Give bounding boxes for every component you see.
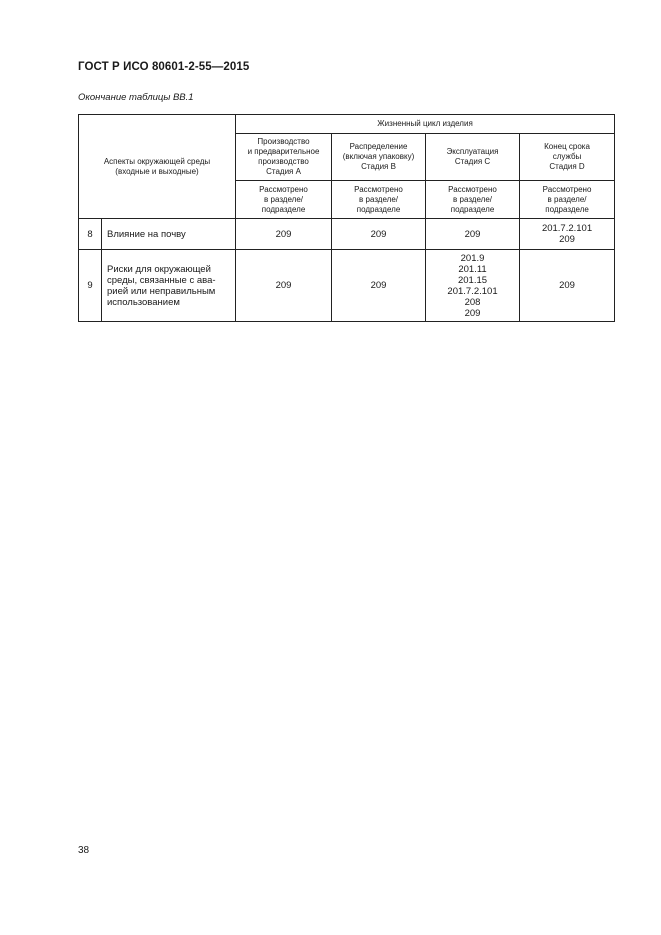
- aspect-cell: [102, 219, 236, 250]
- considered-line: Рассмотрено: [542, 184, 592, 194]
- considered-line: Рассмотрено: [259, 184, 308, 194]
- aspect-cell: [102, 250, 236, 322]
- table-row: [79, 250, 615, 322]
- row-number: 9: [79, 250, 102, 322]
- value-line: 209: [559, 280, 575, 291]
- table-caption: Окончание таблицы ВВ.1: [78, 92, 194, 103]
- document-header: ГОСТ Р ИСО 80601-2-55—2015: [78, 61, 250, 73]
- value-line: 209: [464, 228, 481, 240]
- considered-line: в разделе/: [547, 194, 587, 204]
- stage-a-value: [236, 250, 332, 322]
- stage-line: службы: [552, 152, 582, 161]
- stage-line: Стадия D: [549, 162, 585, 171]
- stage-d-header: [520, 134, 615, 181]
- aspects-header-line: (входные и выходные): [115, 166, 199, 176]
- considered-line: в разделе/: [453, 194, 492, 204]
- considered-line: в разделе/: [359, 194, 398, 204]
- stage-d-value: [520, 250, 615, 322]
- stage-a-value: [236, 219, 332, 250]
- stage-c-header: [426, 134, 520, 181]
- value-line: 209: [370, 280, 387, 291]
- stage-line: Производство: [257, 137, 310, 146]
- value-line: 209: [464, 307, 481, 319]
- considered-line: Рассмотрено: [354, 184, 403, 194]
- stage-line: Стадия А: [266, 167, 301, 176]
- stage-c-value: [426, 250, 520, 322]
- stage-d-value: [520, 219, 615, 250]
- stage-c-value: [426, 219, 520, 250]
- aspects-header-cell: [79, 115, 236, 219]
- row-number: 8: [79, 219, 102, 250]
- value-line: 201.9: [460, 252, 485, 264]
- value-line: 201.11: [458, 263, 487, 275]
- considered-line: Рассмотрено: [448, 184, 497, 194]
- considered-line: подразделе: [545, 204, 589, 214]
- aspects-header-line: Аспекты окружающей среды: [103, 156, 211, 166]
- stage-line: Стадия В: [361, 162, 396, 171]
- considered-header: [426, 181, 520, 219]
- value-line: 209: [275, 280, 292, 291]
- considered-header: [236, 181, 332, 219]
- stage-line: и предварительное: [247, 147, 320, 156]
- stage-b-value: [332, 219, 426, 250]
- aspect-line: рией или неправильным: [107, 285, 216, 297]
- lifecycle-table: [78, 114, 615, 322]
- value-line: 201.15: [457, 274, 488, 286]
- stage-line: Распределение: [349, 142, 408, 151]
- table-row: [79, 219, 615, 250]
- considered-line: подразделе: [450, 204, 495, 214]
- considered-line: в разделе/: [264, 194, 303, 204]
- stage-line: Стадия С: [454, 157, 491, 166]
- aspect-line: Риски для окружающей: [107, 263, 211, 275]
- lifecycle-header-cell: Жизненный цикл изделия: [236, 115, 615, 134]
- stage-b-header: [332, 134, 426, 181]
- aspect-line: Влияние на почву: [107, 228, 186, 240]
- value-line: 209: [370, 228, 387, 240]
- value-line: 209: [275, 228, 292, 240]
- considered-line: подразделе: [261, 204, 306, 214]
- considered-header: [520, 181, 615, 219]
- stage-line: Эксплуатация: [446, 147, 499, 156]
- value-line: 201.7.2.101: [541, 223, 593, 234]
- stage-a-header: [236, 134, 332, 181]
- stage-line: (включая упаковку): [342, 152, 415, 161]
- stage-line: производство: [258, 157, 309, 166]
- value-line: 209: [559, 234, 575, 245]
- page-number: 38: [78, 845, 90, 856]
- value-line: 201.7.2.101: [447, 285, 498, 297]
- stage-line: Конец срока: [544, 142, 590, 151]
- value-line: 208: [464, 296, 481, 308]
- considered-header: [332, 181, 426, 219]
- considered-line: подразделе: [356, 204, 401, 214]
- aspect-line: среды, связанные с ава-: [107, 274, 216, 286]
- stage-b-value: [332, 250, 426, 322]
- aspect-line: использованием: [107, 296, 180, 308]
